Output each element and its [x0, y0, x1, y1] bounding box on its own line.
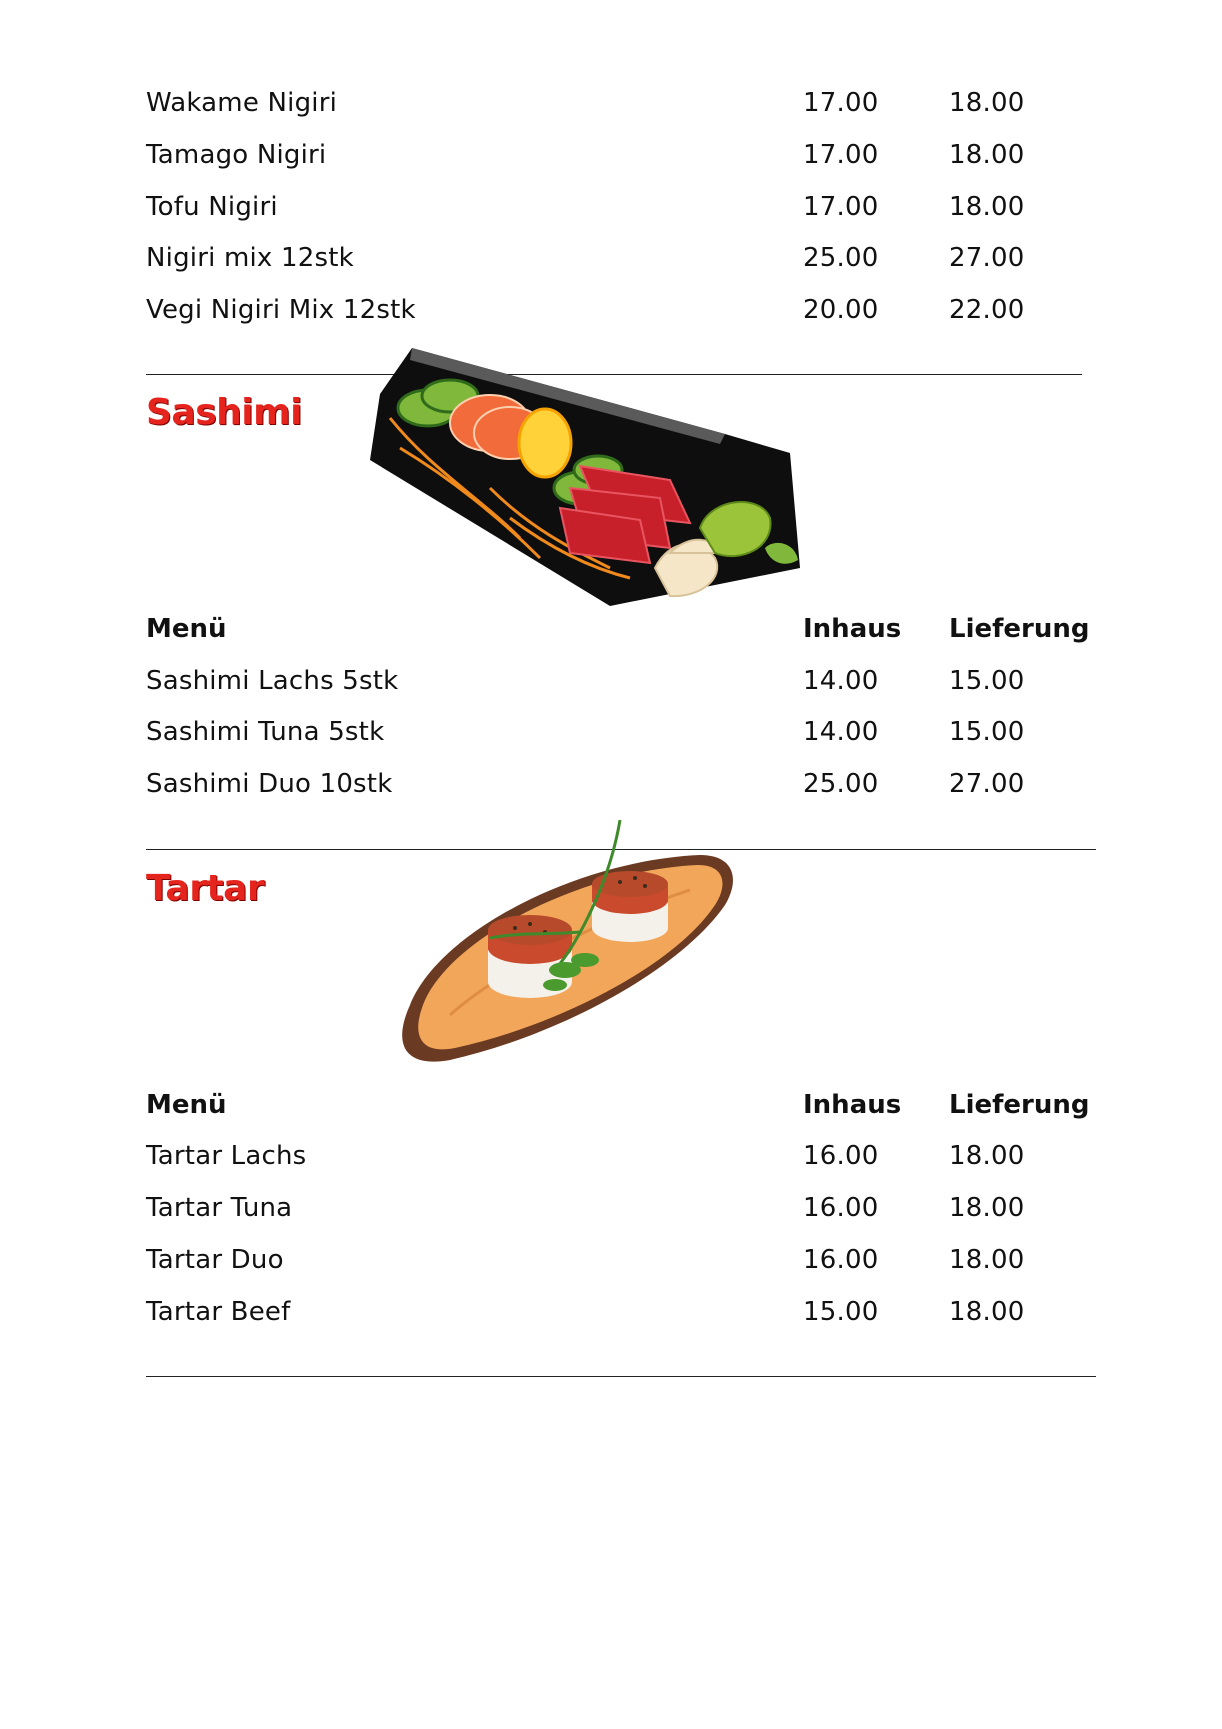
- price-inhaus: 17.00: [803, 192, 879, 222]
- price-lieferung: 18.00: [949, 1245, 1025, 1275]
- menu-item-name: Tartar Tuna: [146, 1193, 293, 1223]
- price-lieferung: 27.00: [949, 769, 1025, 799]
- section-title-sashimi: Sashimi: [146, 392, 302, 433]
- column-header-inhaus: Inhaus: [803, 1090, 902, 1120]
- price-lieferung: 18.00: [949, 140, 1025, 170]
- menu-item-name: Sashimi Duo 10stk: [146, 769, 393, 799]
- price-inhaus: 17.00: [803, 140, 879, 170]
- price-lieferung: 18.00: [949, 1297, 1025, 1327]
- column-header-lieferung: Lieferung: [949, 614, 1090, 644]
- menu-item-name: Sashimi Tuna 5stk: [146, 717, 385, 747]
- price-inhaus: 14.00: [803, 717, 879, 747]
- price-inhaus: 16.00: [803, 1141, 879, 1171]
- price-lieferung: 18.00: [949, 88, 1025, 118]
- column-header-menu: Menü: [146, 614, 227, 644]
- section-divider: [146, 1376, 1096, 1377]
- price-lieferung: 18.00: [949, 192, 1025, 222]
- price-inhaus: 25.00: [803, 243, 879, 273]
- price-lieferung: 27.00: [949, 243, 1025, 273]
- menu-item-name: Wakame Nigiri: [146, 88, 338, 118]
- menu-item-name: Vegi Nigiri Mix 12stk: [146, 295, 416, 325]
- section-title-tartar: Tartar: [146, 868, 265, 909]
- price-inhaus: 25.00: [803, 769, 879, 799]
- price-lieferung: 18.00: [949, 1141, 1025, 1171]
- price-lieferung: 18.00: [949, 1193, 1025, 1223]
- column-header-inhaus: Inhaus: [803, 614, 902, 644]
- price-inhaus: 16.00: [803, 1245, 879, 1275]
- menu-item-name: Tamago Nigiri: [146, 140, 327, 170]
- menu-item-name: Tartar Lachs: [146, 1141, 307, 1171]
- menu-item-name: Sashimi Lachs 5stk: [146, 666, 399, 696]
- price-inhaus: 14.00: [803, 666, 879, 696]
- price-lieferung: 15.00: [949, 717, 1025, 747]
- menu-item-name: Tartar Beef: [146, 1297, 291, 1327]
- price-inhaus: 17.00: [803, 88, 879, 118]
- price-inhaus: 20.00: [803, 295, 879, 325]
- menu-item-name: Tofu Nigiri: [146, 192, 278, 222]
- menu-item-name: Nigiri mix 12stk: [146, 243, 354, 273]
- tartar-on-wood-board-photo: [380, 820, 740, 1065]
- menu-item-name: Tartar Duo: [146, 1245, 284, 1275]
- sashimi-platter-photo: [370, 348, 800, 608]
- column-header-menu: Menü: [146, 1090, 227, 1120]
- price-inhaus: 15.00: [803, 1297, 879, 1327]
- price-lieferung: 15.00: [949, 666, 1025, 696]
- column-header-lieferung: Lieferung: [949, 1090, 1090, 1120]
- price-lieferung: 22.00: [949, 295, 1025, 325]
- price-inhaus: 16.00: [803, 1193, 879, 1223]
